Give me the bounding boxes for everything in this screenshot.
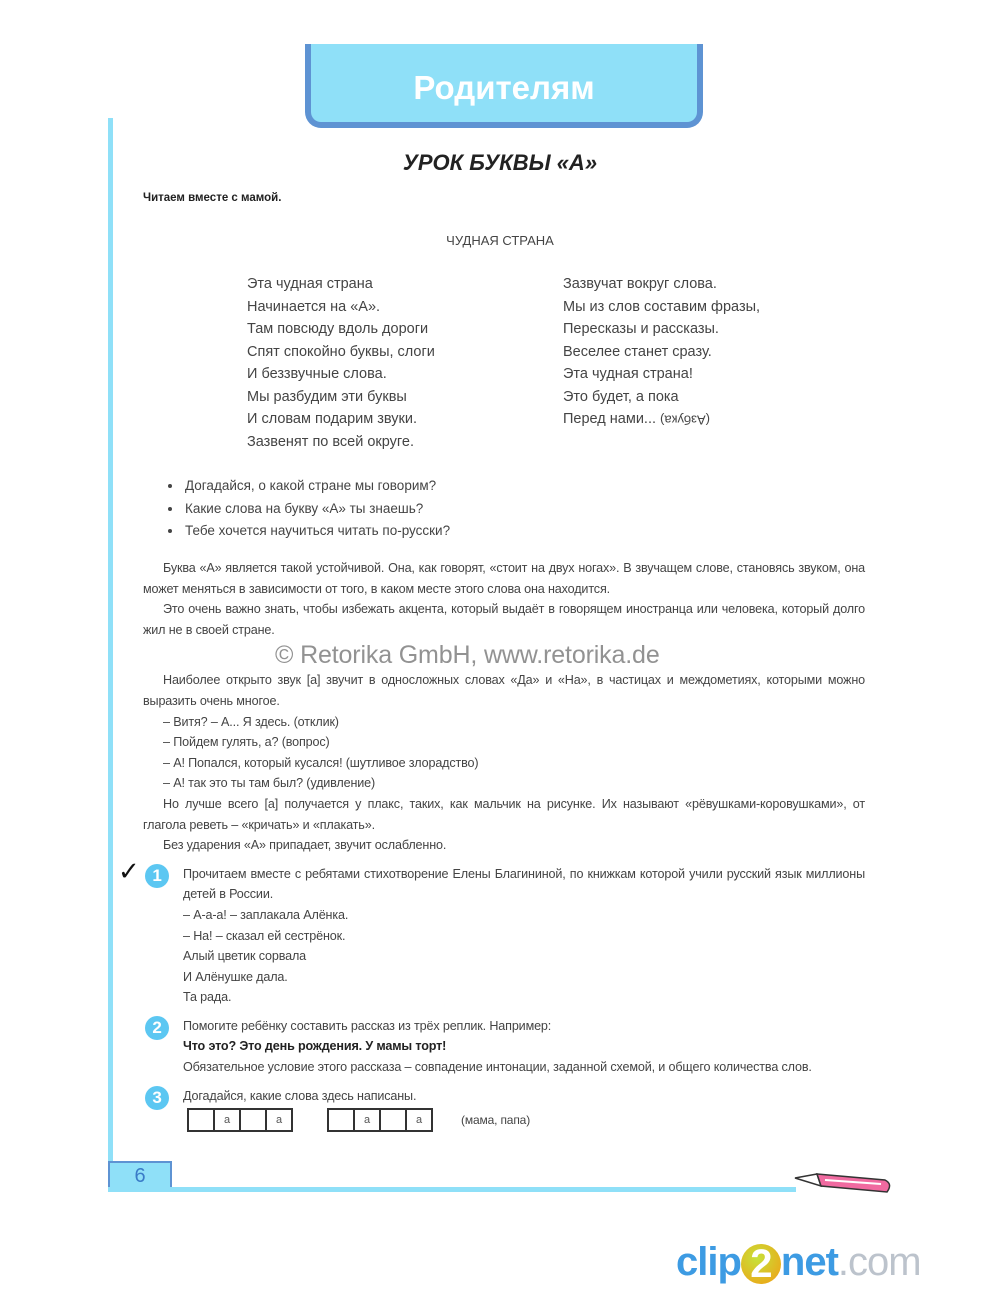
poem-line-text: Перед нами... (563, 411, 657, 427)
word-box (327, 1108, 433, 1132)
task-line: – На! – сказал ей сестрёнок. (183, 928, 346, 943)
question-item: • Догадайся, о какой стране мы говорим? (183, 475, 450, 498)
paragraph: Без ударения «А» припадает, звучит ослабленно. (163, 838, 447, 853)
dialog-line: – А! Попался, который кусался! (шутливое злорадство) (163, 755, 479, 770)
questions-list (163, 475, 450, 543)
poem-line: Там повсюду вдоль дороги (247, 321, 429, 337)
section-title: Родителям (413, 69, 595, 106)
task-line: И Алёнушке дала. (183, 969, 288, 984)
task-line: – А-а-а! – заплакала Алёнка. (183, 907, 349, 922)
letter-cell: а (215, 1110, 241, 1130)
letter-cell: а (355, 1110, 381, 1130)
task-3 (143, 1086, 865, 1133)
letter-cell: а (276, 1114, 282, 1127)
word-box (187, 1108, 293, 1132)
poem-line: Эта чудная страна (247, 276, 373, 292)
task-number-badge: 3 (145, 1086, 169, 1110)
word-boxes (187, 1108, 865, 1132)
letter-cell (381, 1110, 407, 1130)
poem-line: Начинается на «А». (247, 298, 381, 315)
lesson-title: УРОК БУКВЫ «А» (402, 150, 598, 175)
task-example: Что это? Это день рождения. У мамы торт! (183, 1039, 447, 1054)
paragraph: Наиболее открыто звук [а] звучит в односложных словах «Да» и «На», в частицах и междометиях, которыми можно выразить очень многое. (143, 673, 865, 708)
question-item: • Тебе хочется научиться читать по-русски? (183, 520, 450, 543)
task-number-badge: 1 (145, 864, 169, 888)
task-number-badge: 2 (145, 1016, 169, 1040)
task-1 (118, 855, 865, 1008)
letter-cell (189, 1110, 215, 1130)
task-text: Помогите ребёнку составить рассказ из трёх реплик. Например: (183, 1018, 552, 1033)
pencil-icon (793, 1170, 897, 1200)
letter-cell: а (416, 1114, 422, 1127)
task-text: Обязательное условие этого рассказа – совпадение интонации, заданной схемой, и общего количества слов. (183, 1060, 812, 1075)
checkmark-icon: ✓ (118, 855, 140, 886)
paragraph: Буква «А» является такой устойчивой. Она, как говорят, «стоит на двух ногах». В звучащем слове, становясь звуком, она может меняться в зависимости от того, в каком месте этого слова она находится. (143, 561, 865, 596)
poem-right-column (563, 273, 760, 431)
left-border-line (108, 118, 113, 1192)
poem-line: Спят спокойно буквы, слоги (247, 343, 435, 360)
poem-line: И словам подарим звуки. (247, 411, 418, 427)
section-header-tab (305, 44, 703, 128)
poem-line: Зазвучат вокруг слова. (563, 276, 717, 292)
poem-line: Зазвенят по всей округе. (247, 433, 414, 450)
poem-title: ЧУДНАЯ СТРАНА (446, 233, 554, 248)
poem-line (563, 408, 760, 431)
poem-line: Мы из слов составим фразы, (563, 298, 761, 315)
poem-line: Это будет, а пока (563, 388, 679, 405)
poem-left-column (247, 273, 435, 453)
dialog-line: – Пойдем гулять, а? (вопрос) (163, 735, 330, 750)
poem-answer-upside-down: (Азбука) (660, 412, 711, 428)
task-line: Алый цветик сорвала (183, 949, 306, 964)
poem-line: Веселее станет сразу. (563, 343, 712, 360)
watermark: © Retorika GmbH, www.retorika.de (275, 641, 660, 670)
task-2 (143, 1016, 865, 1078)
poem-line: Пересказы и рассказы. (563, 321, 719, 337)
page-number: 6 (108, 1161, 172, 1187)
paragraph: Это очень важно знать, чтобы избежать акцента, который выдаёт в говорящем иностранца или человека, который долго жил не в своей стране. (143, 602, 865, 637)
task-text: Догадайся, какие слова здесь написаны. (183, 1088, 417, 1103)
lesson-body (118, 558, 865, 1132)
dialog-line: – А! так это ты там был? (удивление) (163, 776, 376, 791)
paragraph: Но лучше всего [а] получается у плакс, таких, как мальчик на рисунке. Их называют «рёвушками-коровушками», от глагола реветь – «кричать» и «плакать». (143, 796, 865, 832)
poem-line: Эта чудная страна! (563, 366, 693, 382)
task-text: Прочитаем вместе с ребятами стихотворение Елены Благининой, по книжкам которой учили русский язык миллионы детей в России. (183, 866, 865, 902)
answer-hint: (мама, папа) (461, 1112, 531, 1127)
poem-line: Мы разбудим эти буквы (247, 388, 407, 405)
poem-line: И беззвучные слова. (247, 366, 387, 382)
read-with-label: Читаем вместе с мамой. (143, 192, 282, 204)
clip2net-logo: clip 2 net.com (676, 1240, 921, 1286)
task-line: Та рада. (183, 990, 232, 1005)
letter-cell (329, 1110, 355, 1130)
letter-cell (241, 1110, 267, 1130)
dialog-line: – Витя? – А... Я здесь. (отклик) (163, 714, 339, 729)
bottom-border-line (108, 1187, 796, 1192)
question-item: • Какие слова на букву «А» ты знаешь? (183, 498, 450, 521)
